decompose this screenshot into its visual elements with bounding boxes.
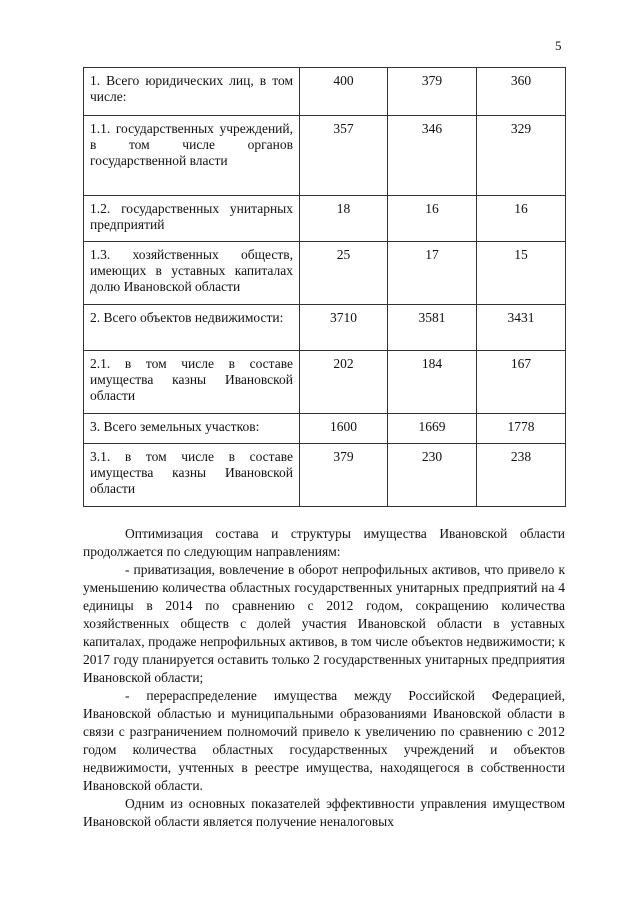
row-label: 1. Всего юридических лиц, в том числе: xyxy=(84,68,300,116)
value-cell: 1778 xyxy=(477,414,566,444)
value-cell: 18 xyxy=(300,196,388,242)
table-row xyxy=(84,414,566,444)
row-label: 1.1. государственных учреждений, в том числе органов государственной власти xyxy=(84,116,300,196)
value-cell: 17 xyxy=(388,242,477,305)
row-label: 2.1. в том числе в составе имущества казны Ивановской области xyxy=(84,351,300,414)
value-cell: 3581 xyxy=(388,305,477,351)
table-row xyxy=(84,305,566,351)
paragraph: Одним из основных показателей эффективности управления имуществом Ивановской области является получение неналоговых xyxy=(83,796,565,829)
value-cell: 3710 xyxy=(300,305,388,351)
paragraph: - перераспределение имущества между Российской Федерацией, Ивановской областью и муниципальными образованиями Ивановской области в связи с разграничением полномочий привело к увеличению по сравнению с 2012 годом количества областных государственных учреждений и объектов недвижимости, учтенных в реестре имущества, находящегося в собственности Ивановской области. xyxy=(83,688,565,793)
row-label: 3.1. в том числе в составе имущества казны Ивановской области xyxy=(84,444,300,507)
value-cell: 3431 xyxy=(477,305,566,351)
value-cell: 400 xyxy=(300,68,388,116)
table-row xyxy=(84,116,566,196)
body-text xyxy=(83,525,565,831)
row-label: 3. Всего земельных участков: xyxy=(84,414,300,444)
value-cell: 230 xyxy=(388,444,477,507)
table-row xyxy=(84,68,566,116)
paragraph: - приватизация, вовлечение в оборот непрофильных активов, что привело к уменьшению количества областных государственных унитарных предприятий на 4 единицы в 2014 по сравнению с 2012 годом, сокращению количества хозяйственных обществ с долей участия Ивановской области в уставных капиталах, продаже непрофильных активов, в том числе объектов недвижимости; к 2017 году планируется оставить только 2 государственных унитарных предприятия Ивановской области; xyxy=(83,562,565,685)
table-row xyxy=(84,242,566,305)
value-cell: 167 xyxy=(477,351,566,414)
value-cell: 360 xyxy=(477,68,566,116)
value-cell: 379 xyxy=(388,68,477,116)
value-cell: 202 xyxy=(300,351,388,414)
table-row xyxy=(84,444,566,507)
value-cell: 15 xyxy=(477,242,566,305)
page-number: 5 xyxy=(555,38,562,53)
value-cell: 184 xyxy=(388,351,477,414)
table-row xyxy=(84,351,566,414)
row-label: 1.2. государственных унитарных предприятий xyxy=(84,196,300,242)
value-cell: 16 xyxy=(477,196,566,242)
value-cell: 329 xyxy=(477,116,566,196)
value-cell: 16 xyxy=(388,196,477,242)
value-cell: 238 xyxy=(477,444,566,507)
row-label: 1.3. хозяйственных обществ, имеющих в уставных капиталах долю Ивановской области xyxy=(84,242,300,305)
value-cell: 1669 xyxy=(388,414,477,444)
value-cell: 25 xyxy=(300,242,388,305)
table-row xyxy=(84,196,566,242)
value-cell: 357 xyxy=(300,116,388,196)
value-cell: 1600 xyxy=(300,414,388,444)
property-table xyxy=(83,67,566,507)
paragraph: Оптимизация состава и структуры имущества Ивановской области продолжается по следующим направлениям: xyxy=(83,526,565,559)
row-label: 2. Всего объектов недвижимости: xyxy=(84,305,300,351)
value-cell: 379 xyxy=(300,444,388,507)
value-cell: 346 xyxy=(388,116,477,196)
